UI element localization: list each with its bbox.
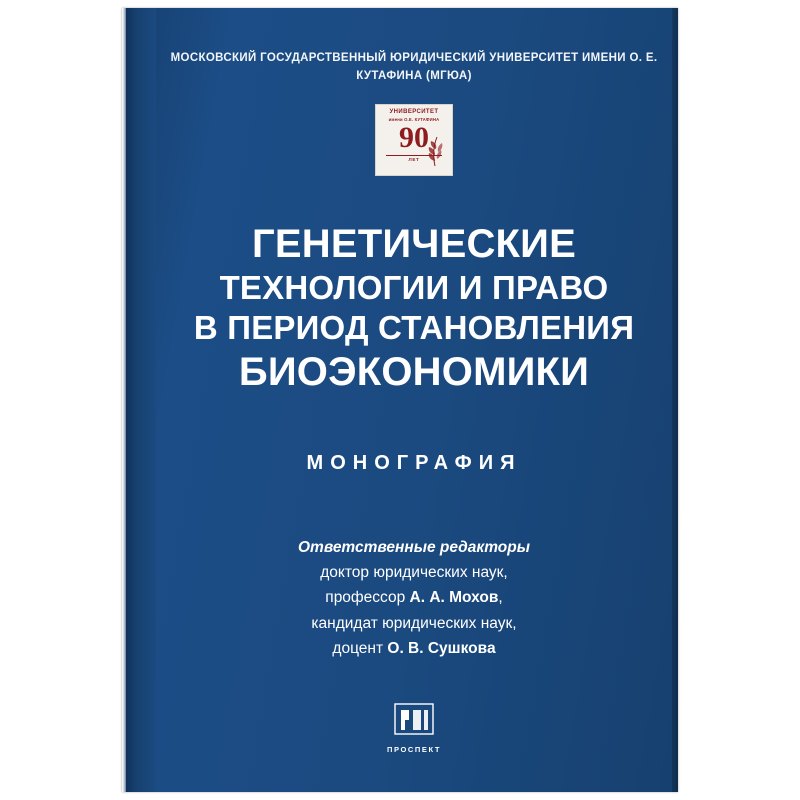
emblem-anniversary-number: 90 [399,121,429,155]
editor-name-1: А. А. Мохов [409,589,499,607]
spine-edge-highlight [122,8,126,792]
cover-right-edge-shadow [672,8,678,792]
editors-block [156,535,672,661]
editors-line-3: кандидат юридических наук, [311,614,517,632]
emblem-year-label: ЛЕТ [408,157,420,163]
emblem-sub-line: имени О.Е. КУТАФИНА [388,117,440,123]
prospekt-logo-icon [387,700,441,740]
editors-line-4-prefix: доцент [332,639,388,657]
book-cover [122,8,678,792]
editors-line-4 [156,636,672,661]
editors-line-2-prefix: профессор [325,589,410,607]
editors-line-2 [156,585,672,610]
editors-heading: Ответственные редакторы [298,539,530,557]
university-emblem-icon [375,104,453,176]
title-line-4: БИОЭКОНОМИКИ [238,350,590,395]
editors-line-2-suffix: , [498,589,503,607]
publisher-name: ПРОСПЕКТ [386,745,442,754]
book-title [156,222,672,395]
emblem-container [156,104,672,176]
book-spine [122,8,156,792]
title-line-1: ГЕНЕТИЧЕСКИЕ [251,221,577,266]
title-line-3: В ПЕРИОД СТАНОВЛЕНИЯ [193,308,635,346]
emblem-top-line: УНИВЕРСИТЕТ [389,108,439,115]
editor-name-2: О. В. Сушкова [387,639,496,657]
laurel-branch-icon [424,135,446,167]
publisher-block [156,700,672,754]
university-name: МОСКОВСКИЙ ГОСУДАРСТВЕННЫЙ ЮРИДИЧЕСКИЙ УНИВЕРСИТЕТ ИМЕНИ О. Е. КУТАФИНА (МГЮА) [170,52,658,82]
editors-line-1: доктор юридических наук, [320,564,508,582]
cover-content [156,8,672,792]
title-line-2: ТЕХНОЛОГИИ И ПРАВО [219,268,609,306]
publication-type: МОНОГРАФИЯ [306,452,522,475]
